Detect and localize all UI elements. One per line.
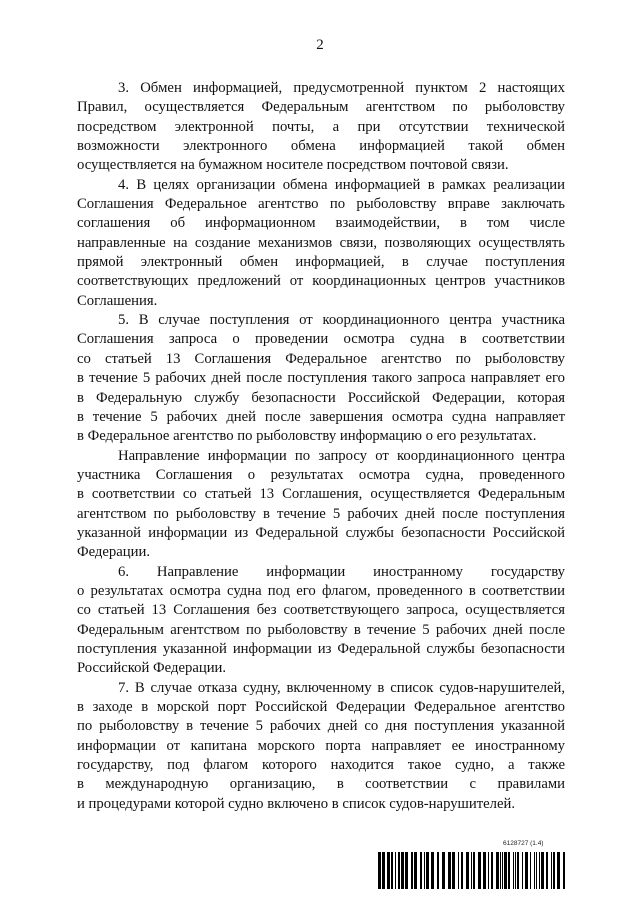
barcode-bar [525,852,528,889]
barcode-bar [563,852,565,889]
barcode-bar [539,852,540,889]
barcode-bar [466,852,469,889]
paragraph-line: и процедурами которой судно включено в список судов-нарушителей. [77,795,516,812]
barcode-bar [536,852,537,889]
barcode-bar [405,852,408,889]
paragraph-line: о результатах осмотра судна под его флагом, проведенного в соответствии [77,582,565,599]
paragraph-line: направленные на создание механизмов связи, позволяющих осуществлять [77,234,565,251]
paragraph-line: возможности электронного обмена информацией такой обмен [77,138,565,155]
paragraph-line: агентством по рыболовству в течение 5 рабочих дней после поступления [77,505,565,522]
barcode-bar [502,852,503,889]
barcode-bar [471,852,472,889]
paragraph-line: в Федеральную службу безопасности Российской Федерации, которая [77,389,565,406]
barcode-bar [387,852,390,889]
barcode-bar [426,852,429,889]
paragraph [77,679,565,814]
paragraph-line: указанной информации из Федеральной службы безопасности Российской [77,524,565,541]
barcode-bar [496,852,499,889]
barcode-bar [431,852,434,889]
paragraph-line: в течение 5 рабочих дней после поступления такого запроса направляет его [77,370,565,387]
barcode-bar [541,852,544,889]
barcode-bar [395,852,396,889]
paragraph-line: в течение 5 рабочих дней после завершения осмотра судна направляет [77,408,565,425]
barcode-bar [551,852,552,889]
paragraph-line: осуществляется на бумажном носителе посредством почтовой связи. [77,157,509,174]
paragraph-line: посредством электронной почты, а при отсутствии технической [77,118,565,135]
barcode-bar [553,852,555,889]
paragraph-line: Соглашения. [77,292,158,309]
barcode-bar [515,852,516,889]
barcode-bar [513,852,514,889]
barcode-bar [382,852,385,889]
paragraph-line: в соответствии со статьей 13 Соглашения, осуществляется Федеральным [77,486,565,503]
barcode-bar [491,852,493,889]
paragraph [77,447,565,563]
paragraph-line: 7. В случае отказа судну, включенному в список судов-нарушителей, [118,679,565,696]
paragraph-line: в международную организацию, в соответствии с правилами [77,776,565,793]
barcode-bar [420,852,422,889]
barcode-bar [398,852,400,889]
paragraph-line: 4. В целях организации обмена информацией в рамках реализации [118,176,565,193]
barcode-bar [488,852,489,889]
paragraph-line: Российской Федерации. [77,660,227,677]
paragraph [77,176,565,311]
paragraph-line: прямой электронный обмен информацией, в случае поступления [77,254,565,271]
barcode-bar [448,852,451,889]
barcode-bar [378,852,381,889]
barcode-bar [534,852,535,889]
paragraph-line: 6. Направление информации иностранному государству [118,563,565,580]
paragraph-line: поступления указанной информации из Федеральной службы безопасности [77,640,565,657]
document-code: 6128727 (1.4) [503,840,544,847]
barcode-bar [546,852,548,889]
barcode-bar [483,852,486,889]
paragraph-line: Федерации. [77,544,151,561]
paragraph-line: 3. Обмен информацией, предусмотренной пунктом 2 настоящих [118,80,565,96]
paragraph-line: участника Соглашения о результатах осмотра судна, проведенного [77,466,565,483]
barcode-bar [557,852,560,889]
paragraph-line: со статьей 13 Соглашения Федеральное агентство по рыболовству [77,350,565,367]
barcode-bar [424,852,425,889]
paragraph-line: Правил, осуществляется Федеральным агентством по рыболовству [77,99,565,116]
barcode-bar [478,852,481,889]
paragraph-line: Направление информации по запросу от координационного центра [118,447,565,464]
paragraph [77,563,565,679]
paragraph-line: информации от капитана морского порта направляет ее иностранному [77,737,565,754]
paragraph-line: в Федеральное агентство по рыболовству информацию о его результатах. [77,428,537,445]
paragraph-line: 5. В случае поступления от координационного центра участника [118,312,565,329]
barcode-bar [401,852,404,889]
barcode-bar [508,852,510,889]
barcode-bar [458,852,459,889]
paragraph [77,311,565,446]
paragraph-line: Федеральным агентством по рыболовству в течение 5 рабочих дней после [77,621,565,638]
paragraph-line: соглашения об информационном взаимодействии, в том числе [77,215,565,232]
document-body [77,79,565,814]
paragraph-line: соответствующих предложений от координационных центров участников [77,273,565,290]
page-number: 2 [316,37,324,53]
paragraph-line: со статьей 13 Соглашения без соответствующего запроса, осуществляется [77,602,565,619]
barcode [378,852,566,889]
barcode-bar [504,852,507,889]
paragraph-line: Соглашения Федеральное агентство по рыболовству вправе заключать [77,196,565,213]
paragraph-line: государству, под флагом которого находится такое судно, а также [77,757,565,774]
paragraph-line: Соглашения запроса о проведении осмотра судна в соответствии [77,331,565,348]
barcode-bar [452,852,455,889]
barcode-bar [500,852,501,889]
barcode-bar [522,852,523,889]
paragraph [77,79,565,176]
barcode-bar [411,852,413,889]
barcode-bar [391,852,393,889]
paragraph-line: в заходе в морской порт Российской Федерации Федеральное агентство [77,699,565,715]
barcode-bar [442,852,445,889]
barcode-bar [517,852,519,889]
barcode-bar [437,852,439,889]
barcode-bar [530,852,531,889]
barcode-bar [461,852,463,889]
barcode-bar [473,852,475,889]
paragraph-line: по рыболовству в течение 5 рабочих дней со дня поступления указанной [77,718,565,735]
barcode-bar [414,852,417,889]
